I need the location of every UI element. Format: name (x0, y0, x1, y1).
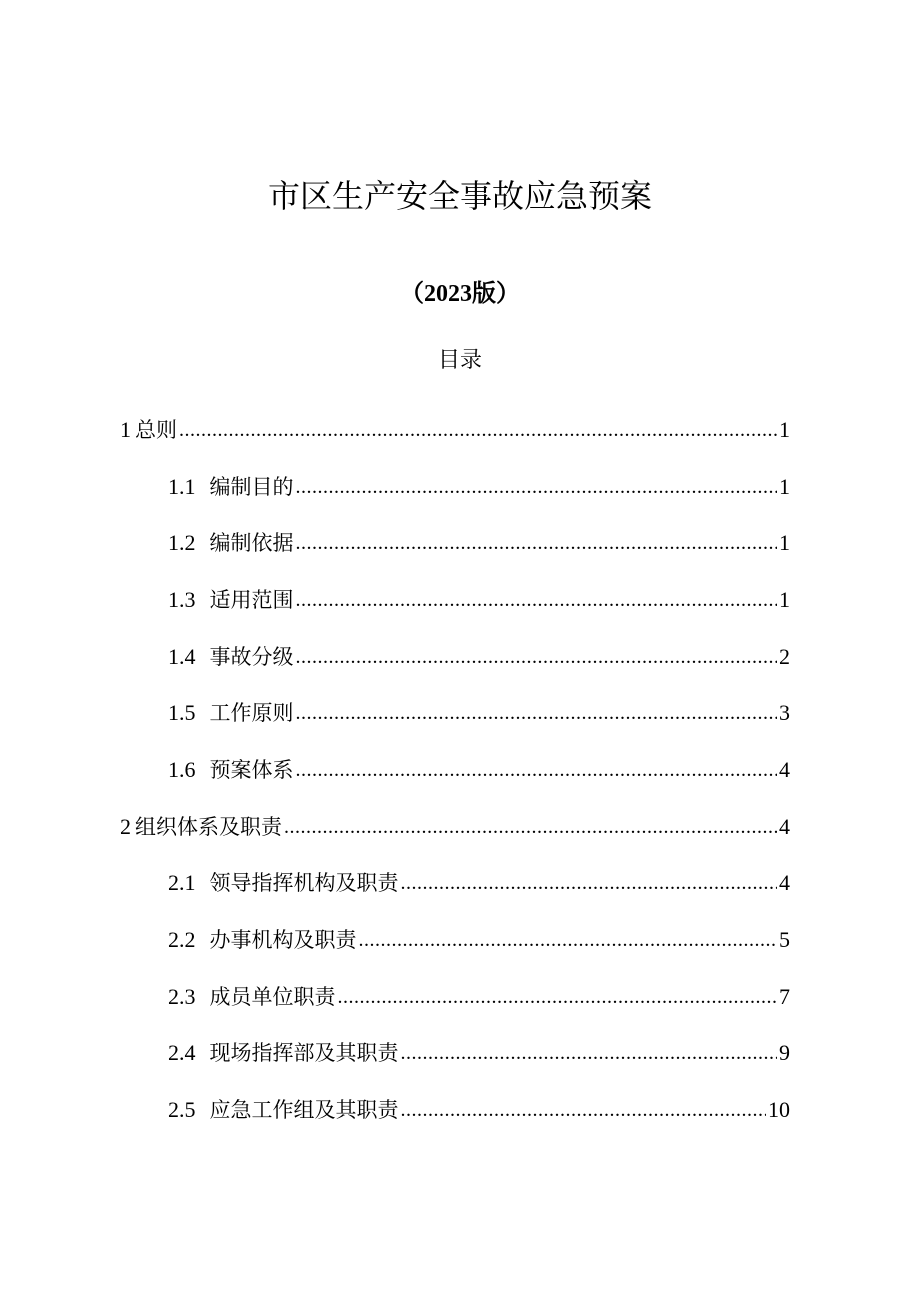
toc-entry-page: 1 (779, 474, 790, 499)
toc-entry-page: 1 (779, 417, 790, 442)
dot-leader (179, 414, 777, 446)
toc-entry-title: 适用范围 (209, 588, 294, 612)
toc-entry-2[interactable] (120, 811, 790, 843)
toc-entry-number: 1 (120, 417, 131, 442)
toc-entry-page: 10 (768, 1097, 790, 1122)
toc-entry-number: 1.1 (168, 474, 196, 499)
toc-entry-page: 5 (779, 927, 790, 952)
toc-entry-title: 成员单位职责 (209, 985, 336, 1009)
dot-leader (401, 1094, 767, 1126)
toc-entry-page: 4 (779, 757, 790, 782)
toc-entry-number: 2.3 (168, 984, 196, 1009)
dot-leader (296, 527, 778, 559)
toc-entry-page: 2 (779, 644, 790, 669)
toc-entry-number: 1.2 (168, 530, 196, 555)
toc-entry-2-1[interactable] (168, 867, 790, 899)
toc-entry-number: 2.4 (168, 1040, 196, 1065)
dot-leader (284, 811, 777, 843)
toc-entry-2-5[interactable] (168, 1094, 790, 1126)
dot-leader (296, 641, 778, 673)
document-version: （2023版） (400, 281, 520, 307)
toc-entry-page: 4 (779, 870, 790, 895)
toc-entry-page: 1 (779, 530, 790, 555)
toc-entry-1-5[interactable] (168, 697, 790, 729)
toc-entry-title: 办事机构及职责 (209, 928, 357, 952)
toc-entry-2-4[interactable] (168, 1037, 790, 1069)
toc-entry-1-4[interactable] (168, 641, 790, 673)
toc-entry-number: 1.5 (168, 700, 196, 725)
dot-leader (359, 924, 778, 956)
toc-entry-1-3[interactable] (168, 584, 790, 616)
toc-entry-number: 2 (120, 814, 131, 839)
toc-entry-2-2[interactable] (168, 924, 790, 956)
toc-entry-number: 2.1 (168, 870, 196, 895)
toc-entry-title: 工作原则 (209, 701, 294, 725)
dot-leader (296, 754, 778, 786)
toc-entry-title: 应急工作组及其职责 (209, 1098, 399, 1122)
toc-entry-title: 事故分级 (209, 645, 294, 669)
toc-entry-page: 3 (779, 700, 790, 725)
toc-entry-page: 9 (779, 1040, 790, 1065)
dot-leader (296, 584, 778, 616)
toc-entry-page: 4 (779, 814, 790, 839)
dot-leader (338, 981, 778, 1013)
toc-entry-title: 编制目的 (209, 475, 294, 499)
toc-entry-title: 领导指挥机构及职责 (209, 871, 399, 895)
document-title: 市区生产安全事故应急预案 (267, 177, 652, 215)
toc-entry-number: 1.4 (168, 644, 196, 669)
toc-entry-1-6[interactable] (168, 754, 790, 786)
toc-entry-number: 2.5 (168, 1097, 196, 1122)
toc-entry-1-1[interactable] (168, 471, 790, 503)
toc-entry-2-3[interactable] (168, 981, 790, 1013)
toc-entry-title: 预案体系 (209, 758, 294, 782)
dot-leader (296, 697, 778, 729)
toc-entry-1-2[interactable] (168, 527, 790, 559)
toc-entry-title: 现场指挥部及其职责 (209, 1041, 399, 1065)
toc-entry-page: 7 (779, 984, 790, 1009)
toc-entry-number: 2.2 (168, 927, 196, 952)
toc-heading: 目录 (437, 348, 482, 373)
dot-leader (401, 867, 778, 899)
dot-leader (296, 471, 778, 503)
toc-entry-title: 总则 (135, 418, 177, 442)
toc-entry-title: 编制依据 (209, 531, 294, 555)
toc-entry-title: 组织体系及职责 (135, 815, 282, 839)
toc-entry-page: 1 (779, 587, 790, 612)
toc-entry-number: 1.6 (168, 757, 196, 782)
dot-leader (401, 1037, 778, 1069)
toc-entry-number: 1.3 (168, 587, 196, 612)
toc-entry-1[interactable] (120, 414, 790, 446)
